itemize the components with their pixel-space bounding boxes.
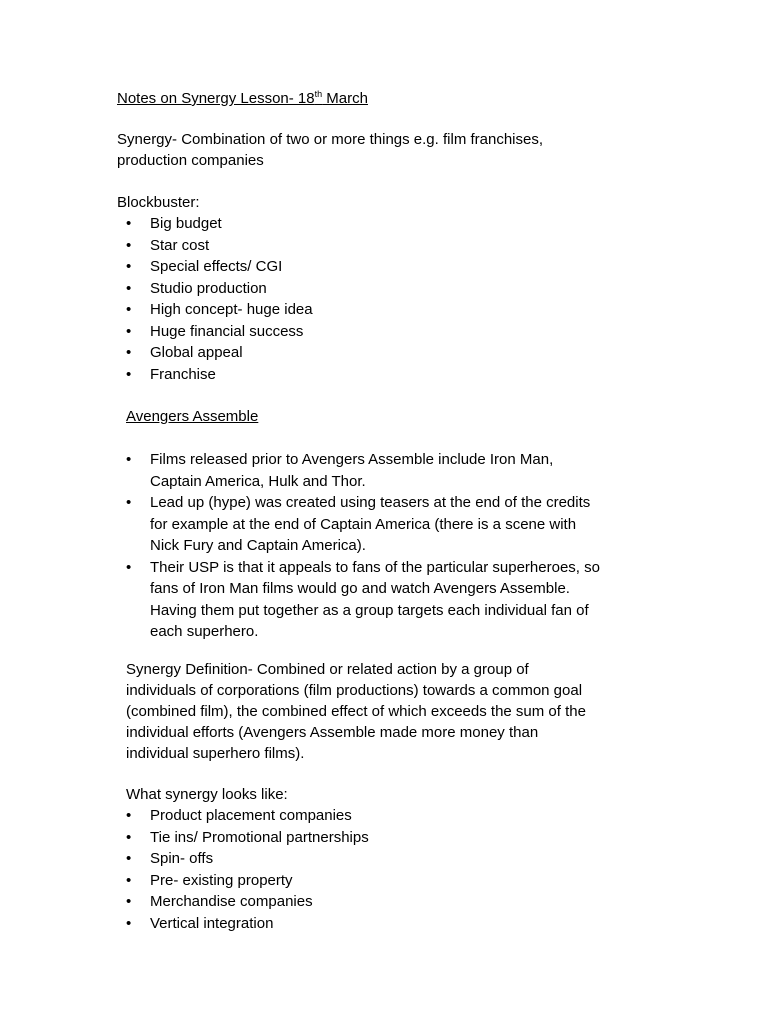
blockbuster-list (126, 213, 313, 385)
definition-line: (combined film), the combined effect of which exceeds the sum of the (126, 703, 586, 720)
blockbuster-heading: Blockbuster: (117, 194, 200, 211)
definition-line: individuals of corporations (film productions) towards a common goal (126, 682, 583, 699)
bullet-icon: • (126, 322, 132, 340)
list-item: • Franchise (126, 364, 313, 386)
bullet-icon: • (126, 850, 132, 867)
bullet-icon: • (126, 258, 132, 275)
definition-line: individual efforts (Avengers Assemble made more money than (126, 724, 539, 741)
bullet-icon: • (126, 494, 132, 511)
bullet-icon: • (126, 301, 132, 318)
bullet-icon: • (126, 914, 132, 932)
title-prefix: Notes on Synergy Lesson- 18 (117, 90, 315, 107)
title-suffix: March (322, 90, 368, 107)
bullet-icon: • (126, 365, 132, 383)
definition-line: Synergy Definition- Combined or related action by a group of (126, 661, 529, 678)
bullet-icon: • (126, 558, 132, 576)
list-item: • Studio production (126, 278, 313, 300)
bullet-icon: • (126, 807, 132, 824)
page-title (117, 88, 368, 109)
bullet-icon: • (126, 344, 132, 361)
bullet-icon: • (126, 279, 132, 297)
intro-line: production companies (117, 152, 264, 169)
title-superscript: th (314, 89, 323, 99)
bullet-icon: • (126, 893, 132, 910)
list-item: • Merchandise companies (126, 891, 369, 913)
list-item: • Films released prior to Avengers Assemble include Iron Man, Captain America, Hulk and Thor. (126, 451, 554, 490)
list-item: • Star cost (126, 235, 313, 257)
avengers-list (126, 449, 600, 643)
list-item: • Their USP is that it appeals to fans of the particular superheroes, so fans of Iron Man films would go and watch Avengers Assemble. Having them put together as a group targets each individual fan of each superhero. (126, 558, 600, 640)
looks-like-list (126, 805, 369, 934)
list-item: • High concept- huge idea (126, 299, 313, 321)
list-item: • Spin- offs (126, 848, 369, 870)
list-item: • Huge financial success (126, 321, 313, 343)
definition-line: individual superhero films). (126, 745, 305, 762)
list-item: • Special effects/ CGI (126, 256, 313, 278)
bullet-icon: • (126, 871, 132, 889)
avengers-heading: Avengers Assemble (126, 408, 259, 425)
list-item: • Pre- existing property (126, 870, 369, 892)
list-item: • Lead up (hype) was created using teasers at the end of the credits for example at the end of Captain America (there is a scene with Nick Fury and Captain America). (126, 494, 591, 554)
definition-paragraph (126, 659, 586, 764)
list-item: • Tie ins/ Promotional partnerships (126, 827, 369, 849)
list-item: • Vertical integration (126, 913, 369, 935)
bullet-icon: • (126, 828, 132, 846)
intro-paragraph (117, 129, 543, 171)
bullet-icon: • (126, 451, 132, 468)
bullet-icon: • (126, 236, 132, 254)
list-item: • Global appeal (126, 342, 313, 364)
list-item: • Big budget (126, 213, 313, 235)
list-item: • Product placement companies (126, 805, 369, 827)
bullet-icon: • (126, 215, 132, 232)
intro-line: Synergy- Combination of two or more things e.g. film franchises, (117, 131, 544, 148)
looks-like-heading: What synergy looks like: (126, 786, 288, 803)
